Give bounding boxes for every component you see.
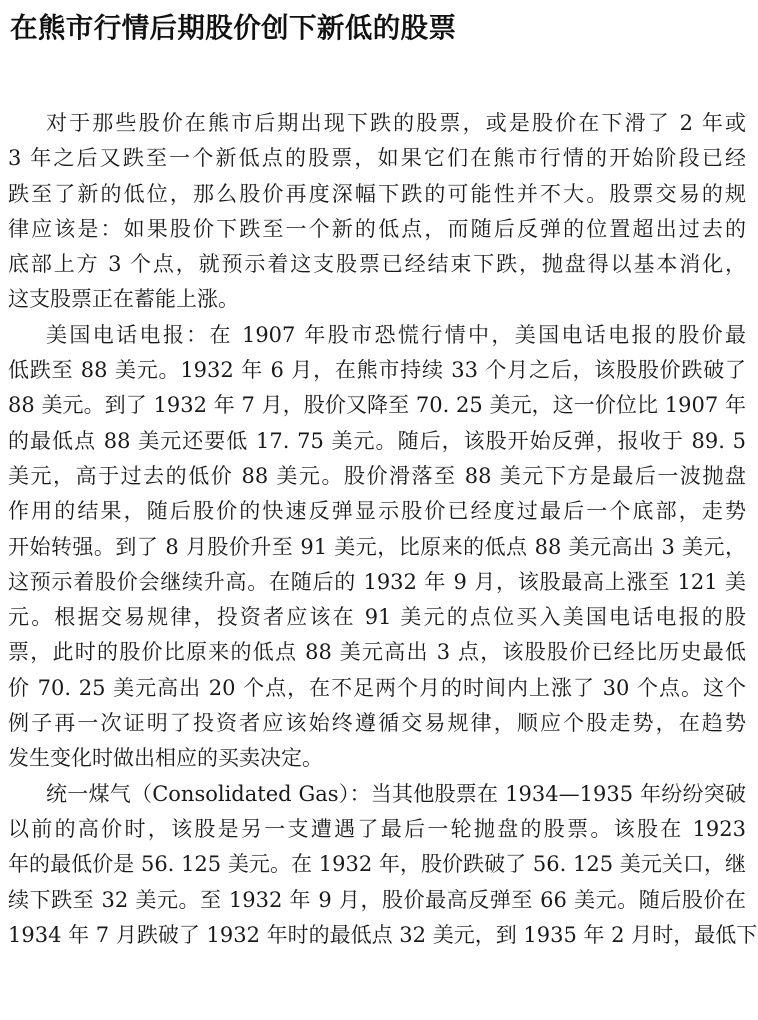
paragraph-line: 价 70. 25 美元高出 20 个点，在不足两个月的时间内上涨了 30 个点。这个 (8, 676, 746, 700)
paragraph-line: 律应该是：如果股价下跌至一个新的低点，而随后反弹的位置超出过去的 (8, 217, 746, 241)
paragraph-line: 跌至了新的低位，那么股价再度深幅下跌的可能性并不大。股票交易的规 (8, 182, 746, 206)
paragraph-line: 例子再一次证明了投资者应该始终遵循交易规律，顺应个股走势，在趋势 (8, 711, 746, 735)
paragraph-line: 美元，高于过去的低价 88 美元。股价滑落至 88 美元下方是最后一波抛盘 (8, 464, 746, 488)
paragraph-line: 以前的高价时，该股是另一支遭遇了最后一轮抛盘的股票。该股在 1923 (8, 817, 746, 841)
paragraph-line: 的最低点 88 美元还要低 17. 75 美元。随后，该股开始反弹，报收于 89. 5 (8, 429, 746, 453)
paragraph-line: 票，此时的股价比原来的低点 88 美元高出 3 点，该股股价已经比历史最低 (8, 640, 746, 664)
paragraph-line: 开始转强。到了 8 月股价升至 91 美元，比原来的低点 88 美元高出 3 美元， (8, 535, 746, 559)
paragraph-line: 底部上方 3 个点，就预示着这支股票已经结束下跌，抛盘得以基本消化， (8, 252, 746, 276)
paragraph-line: 这预示着股价会继续升高。在随后的 1932 年 9 月，该股最高上涨至 121 美 (8, 570, 746, 594)
paragraph-line: 88 美元。到了 1932 年 7 月，股价又降至 70. 25 美元，这一价位比 1907 年 (8, 393, 746, 417)
paragraph-line: 作用的结果，随后股价的快速反弹显示股价已经度过最后一个底部，走势 (8, 499, 746, 523)
paragraph-line: 年的最低价是 56. 125 美元。在 1932 年，股价跌破了 56. 125 美元关口，继 (8, 852, 746, 876)
paragraph-line: 元。根据交易规律，投资者应该在 91 美元的点位买入美国电话电报的股 (8, 605, 746, 629)
paragraph-line: 1934 年 7 月跌破了 1932 年时的最低点 32 美元，到 1935 年 2 月时，最低下 (8, 923, 758, 947)
paragraph-line: 低跌至 88 美元。1932 年 6 月，在熊市持续 33 个月之后，该股股价跌破了 (8, 358, 746, 382)
paragraph-line: 续下跌至 32 美元。至 1932 年 9 月，股价最高反弹至 66 美元。随后股价在 (8, 888, 746, 912)
paragraph-line: 统一煤气（Consolidated Gas）：当其他股票在 1934—1935 年纷纷突破 (46, 782, 746, 806)
paragraph-line: 发生变化时做出相应的买卖决定。 (8, 746, 323, 770)
paragraph-line: 这支股票正在蓄能上涨。 (8, 287, 239, 311)
paragraph-line: 3 年之后又跌至一个新低点的股票，如果它们在熊市行情的开始阶段已经 (8, 146, 746, 170)
page-title: 在熊市行情后期股价创下新低的股票 (10, 12, 457, 44)
paragraph-line: 对于那些股价在熊市后期出现下跌的股票，或是股价在下滑了 2 年或 (46, 111, 746, 135)
paragraph-line: 美国电话电报：在 1907 年股市恐慌行情中，美国电话电报的股价最 (46, 323, 746, 347)
